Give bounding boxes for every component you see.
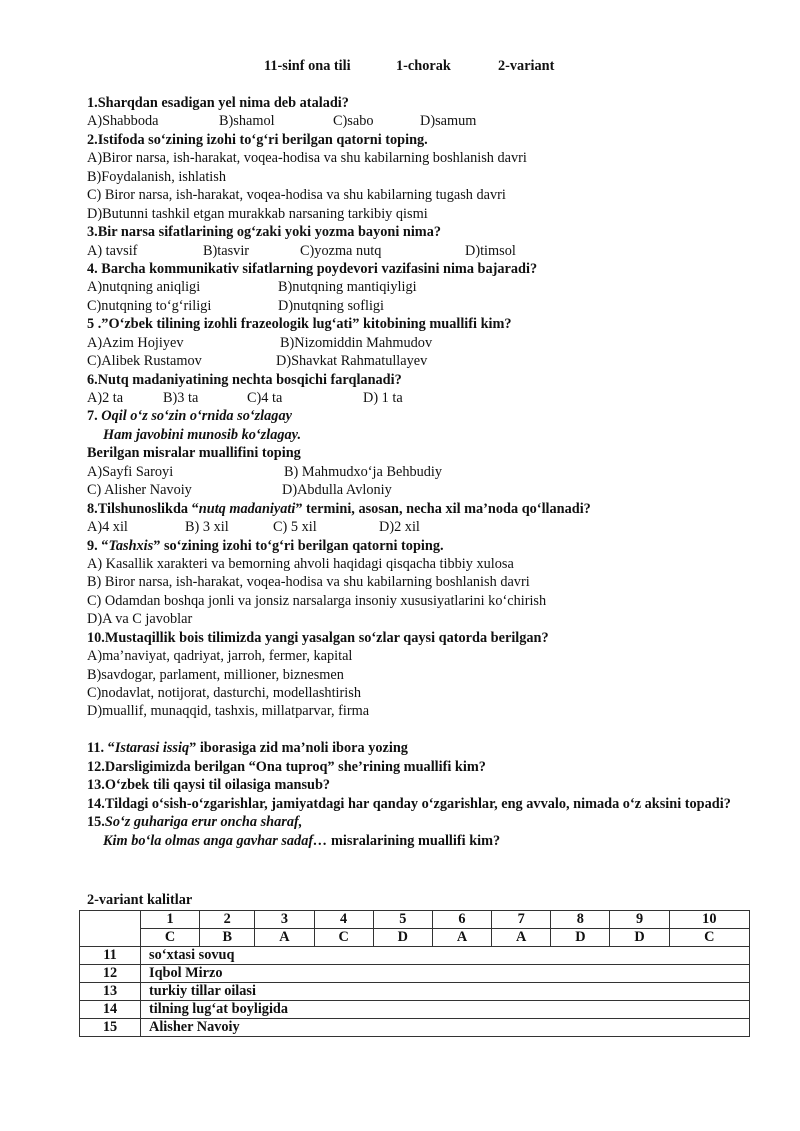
option-c: C) Odamdan boshqa jonli va jonsiz narsalarga insoniy xususiyatlarini ko‘chirish [87, 592, 547, 609]
subject-label: 11-sinf ona tili [264, 58, 351, 74]
question-number-cell: 13 [80, 983, 141, 1001]
option-c: C) Alisher Navoiy [87, 482, 192, 499]
term: nutq madaniyati [198, 500, 296, 517]
answer-cell: A [432, 929, 491, 947]
answer-key-row [80, 947, 750, 965]
option-d: D)samum [420, 113, 477, 130]
option-c: C)sabo [333, 113, 374, 130]
option-b: B) 3 xil [185, 519, 229, 536]
answer-cell: turkiy tillar oilasi [141, 983, 750, 1001]
option-d: D)muallif, munaqqid, tashxis, millatparvar, firma [87, 703, 370, 720]
answer-key-row [80, 983, 750, 1001]
option-b: B)shamol [219, 113, 275, 130]
answer-cell: D [551, 929, 610, 947]
option-c: C)4 ta [247, 390, 283, 406]
option-d: D)nutqning sofligi [278, 297, 385, 314]
question-number-cell: 15 [80, 1019, 141, 1037]
question-7-verse-2: Ham javobini munosib ko‘zlagay. [103, 426, 302, 443]
answer-cell: C [141, 929, 200, 947]
option-d: D)Butunni tashkil etgan murakkab narsaning tarkibiy qismi [87, 205, 428, 222]
question-number-cell: 8 [551, 911, 610, 929]
option-b: B)Foydalanish, ishlatish [87, 168, 226, 185]
option-b: B) Biror narsa, ish-harakat, voqea-hodisa va shu kabilarning boshlanish davri [87, 574, 530, 591]
verse-line: So‘z guhariga erur oncha sharaf, [104, 814, 303, 831]
answer-cell: D [610, 929, 669, 947]
question-7-options-cd [87, 481, 747, 499]
option-c: C) Biror narsa, ish-harakat, voqea-hodisa va shu kabilarning tugash davri [87, 187, 506, 204]
option-b: B) Mahmudxo‘ja Behbudiy [284, 463, 443, 480]
question-5: 5 .”O‘zbek tilining izohli frazeologik lug‘ati” kitobining muallifi kim? [87, 316, 512, 333]
option-a: A)4 xil [87, 519, 128, 536]
answer-cell: D [373, 929, 432, 947]
question-text: ” so‘zining izohi to‘g‘ri berilgan qatorni toping. [153, 537, 444, 554]
answer-key-row [80, 965, 750, 983]
variant-label: 2-variant [498, 58, 555, 74]
question-4-options-cd [87, 297, 747, 315]
option-b: B)Nizomiddin Mahmudov [280, 334, 433, 351]
question-8-options [87, 518, 747, 536]
option-a: A)Biror narsa, ish-harakat, voqea-hodisa va shu kabilarning boshlanish davri [87, 150, 527, 167]
option-a: A)Azim Hojiyev [87, 334, 184, 351]
question-1-options [87, 112, 747, 130]
option-a: A)nutqning aniqligi [87, 279, 201, 296]
question-3: 3.Bir narsa sifatlarining og‘zaki yoki yozma bayoni nima? [87, 224, 442, 241]
answer-cell: A [255, 929, 314, 947]
question-6: 6.Nutq madaniyatining nechta bosqichi farqlanadi? [87, 371, 402, 388]
question-text: 8.Tilshunoslikda “ [87, 500, 199, 517]
answer-key-answers-row [80, 929, 750, 947]
option-c: C) 5 xil [273, 519, 317, 536]
option-b: B)savdogar, parlament, millioner, biznesmen [87, 666, 344, 683]
answer-key-title: 2-variant kalitlar [87, 892, 193, 908]
option-c: C)nodavlat, notijorat, dasturchi, modellashtirish [87, 685, 361, 701]
option-d: D) 1 ta [363, 390, 403, 406]
question-1: 1.Sharqdan esadigan yel nima deb ataladi? [87, 95, 349, 111]
question-number-cell: 14 [80, 1001, 141, 1019]
answer-cell: A [492, 929, 551, 947]
question-7: Berilgan misralar muallifini toping [87, 445, 301, 462]
option-a: A)2 ta [87, 390, 124, 406]
option-d: D)Shavkat Rahmatullayev [276, 353, 428, 370]
verse-line: Oqil o‘z so‘zin o‘rnida so‘zlagay [101, 408, 292, 425]
answer-key-row [80, 1001, 750, 1019]
answer-cell: C [669, 929, 749, 947]
empty-cell [80, 911, 141, 947]
option-a: A) tavsif [87, 242, 138, 259]
option-c: C)Alibek Rustamov [87, 353, 202, 370]
question-text: ” iborasiga zid ma’noli ibora yozing [189, 740, 408, 757]
option-a: A)Shabboda [87, 113, 159, 130]
question-4: 4. Barcha kommunikativ sifatlarning poydevori vazifasini nima bajaradi? [87, 260, 538, 277]
option-b: B)tasvir [203, 242, 250, 259]
answer-key-numbers-row [80, 911, 750, 929]
question-9 [87, 537, 747, 555]
answer-cell: B [200, 929, 255, 947]
question-8 [87, 500, 747, 518]
question-number-cell: 6 [432, 911, 491, 929]
question-2: 2.Istifoda so‘zining izohi to‘g‘ri berilgan qatorni toping. [87, 131, 428, 148]
option-d: D)2 xil [379, 519, 420, 536]
worksheet-header [87, 58, 757, 76]
question-11 [87, 739, 747, 757]
answer-cell: tilning lug‘at boyligida [141, 1001, 750, 1019]
term: Tashxis [108, 537, 154, 554]
question-text: 9. “ [87, 537, 109, 554]
question-number-cell: 3 [255, 911, 314, 929]
question-number-cell: 4 [314, 911, 373, 929]
answer-key-table [79, 910, 750, 1037]
question-number-cell: 11 [80, 947, 141, 965]
question-7-options-ab [87, 463, 747, 481]
option-a: A) Kasallik xarakteri va bemorning ahvoli haqidagi qisqacha tibbiy xulosa [87, 555, 514, 572]
question-12: 12.Darsligimizda berilgan “Ona tuproq” she’rining muallifi kim? [87, 758, 486, 775]
option-a: A)Sayfi Saroyi [87, 463, 174, 480]
question-6-options [87, 389, 747, 407]
question-14: 14.Tildagi o‘sish-o‘zgarishlar, jamiyatdagi har qanday o‘zgarishlar, eng avvalo, nimada o‘z aksini topadi? [87, 795, 731, 812]
question-number-cell: 2 [200, 911, 255, 929]
question-5-options-ab [87, 334, 747, 352]
answer-cell: Alisher Navoiy [141, 1019, 750, 1037]
question-text: 11. “ [87, 740, 115, 757]
option-c: C)yozma nutq [300, 242, 382, 259]
questions [87, 94, 747, 850]
option-d: D)Abdulla Avloniy [282, 482, 392, 499]
option-c: C)nutqning to‘g‘riligi [87, 297, 212, 314]
question-number-cell: 7 [492, 911, 551, 929]
spacer [87, 721, 747, 739]
question-text: ” termini, asosan, necha xil ma’noda qo‘llanadi? [295, 500, 591, 517]
question-15-verse-2 [87, 832, 747, 850]
question-10: 10.Mustaqillik bois tilimizda yangi yasalgan so‘zlar qaysi qatorda berilgan? [87, 629, 549, 646]
question-13: 13.O‘zbek tili qaysi til oilasiga mansub? [87, 777, 331, 794]
option-b: B)nutqning mantiqiyligi [278, 279, 417, 296]
question-number-cell: 5 [373, 911, 432, 929]
question-15-verse-1 [87, 813, 747, 831]
option-b: B)3 ta [163, 390, 199, 406]
question-number-cell: 10 [669, 911, 749, 929]
question-number: 7. [87, 408, 102, 425]
question-4-options-ab [87, 278, 747, 296]
option-d: D)A va C javoblar [87, 611, 193, 628]
question-number-cell: 9 [610, 911, 669, 929]
question-3-options [87, 242, 747, 260]
question-number-cell: 12 [80, 965, 141, 983]
term: Istarasi issiq [114, 740, 190, 757]
option-a: A)ma’naviyat, qadriyat, jarroh, fermer, kapital [87, 648, 353, 665]
question-7-verse-1 [87, 407, 747, 425]
question-number-cell: 1 [141, 911, 200, 929]
verse-line: Kim bo‘la olmas anga gavhar sadaf… [103, 832, 328, 849]
answer-cell: Iqbol Mirzo [141, 965, 750, 983]
answer-cell: so‘xtasi sovuq [141, 947, 750, 965]
question-text: misralarining muallifi kim? [327, 832, 501, 849]
quarter-label: 1-chorak [396, 58, 451, 74]
question-number: 15. [87, 814, 105, 831]
option-d: D)timsol [465, 242, 516, 259]
answer-key-row [80, 1019, 750, 1037]
question-5-options-cd [87, 352, 747, 370]
answer-cell: C [314, 929, 373, 947]
